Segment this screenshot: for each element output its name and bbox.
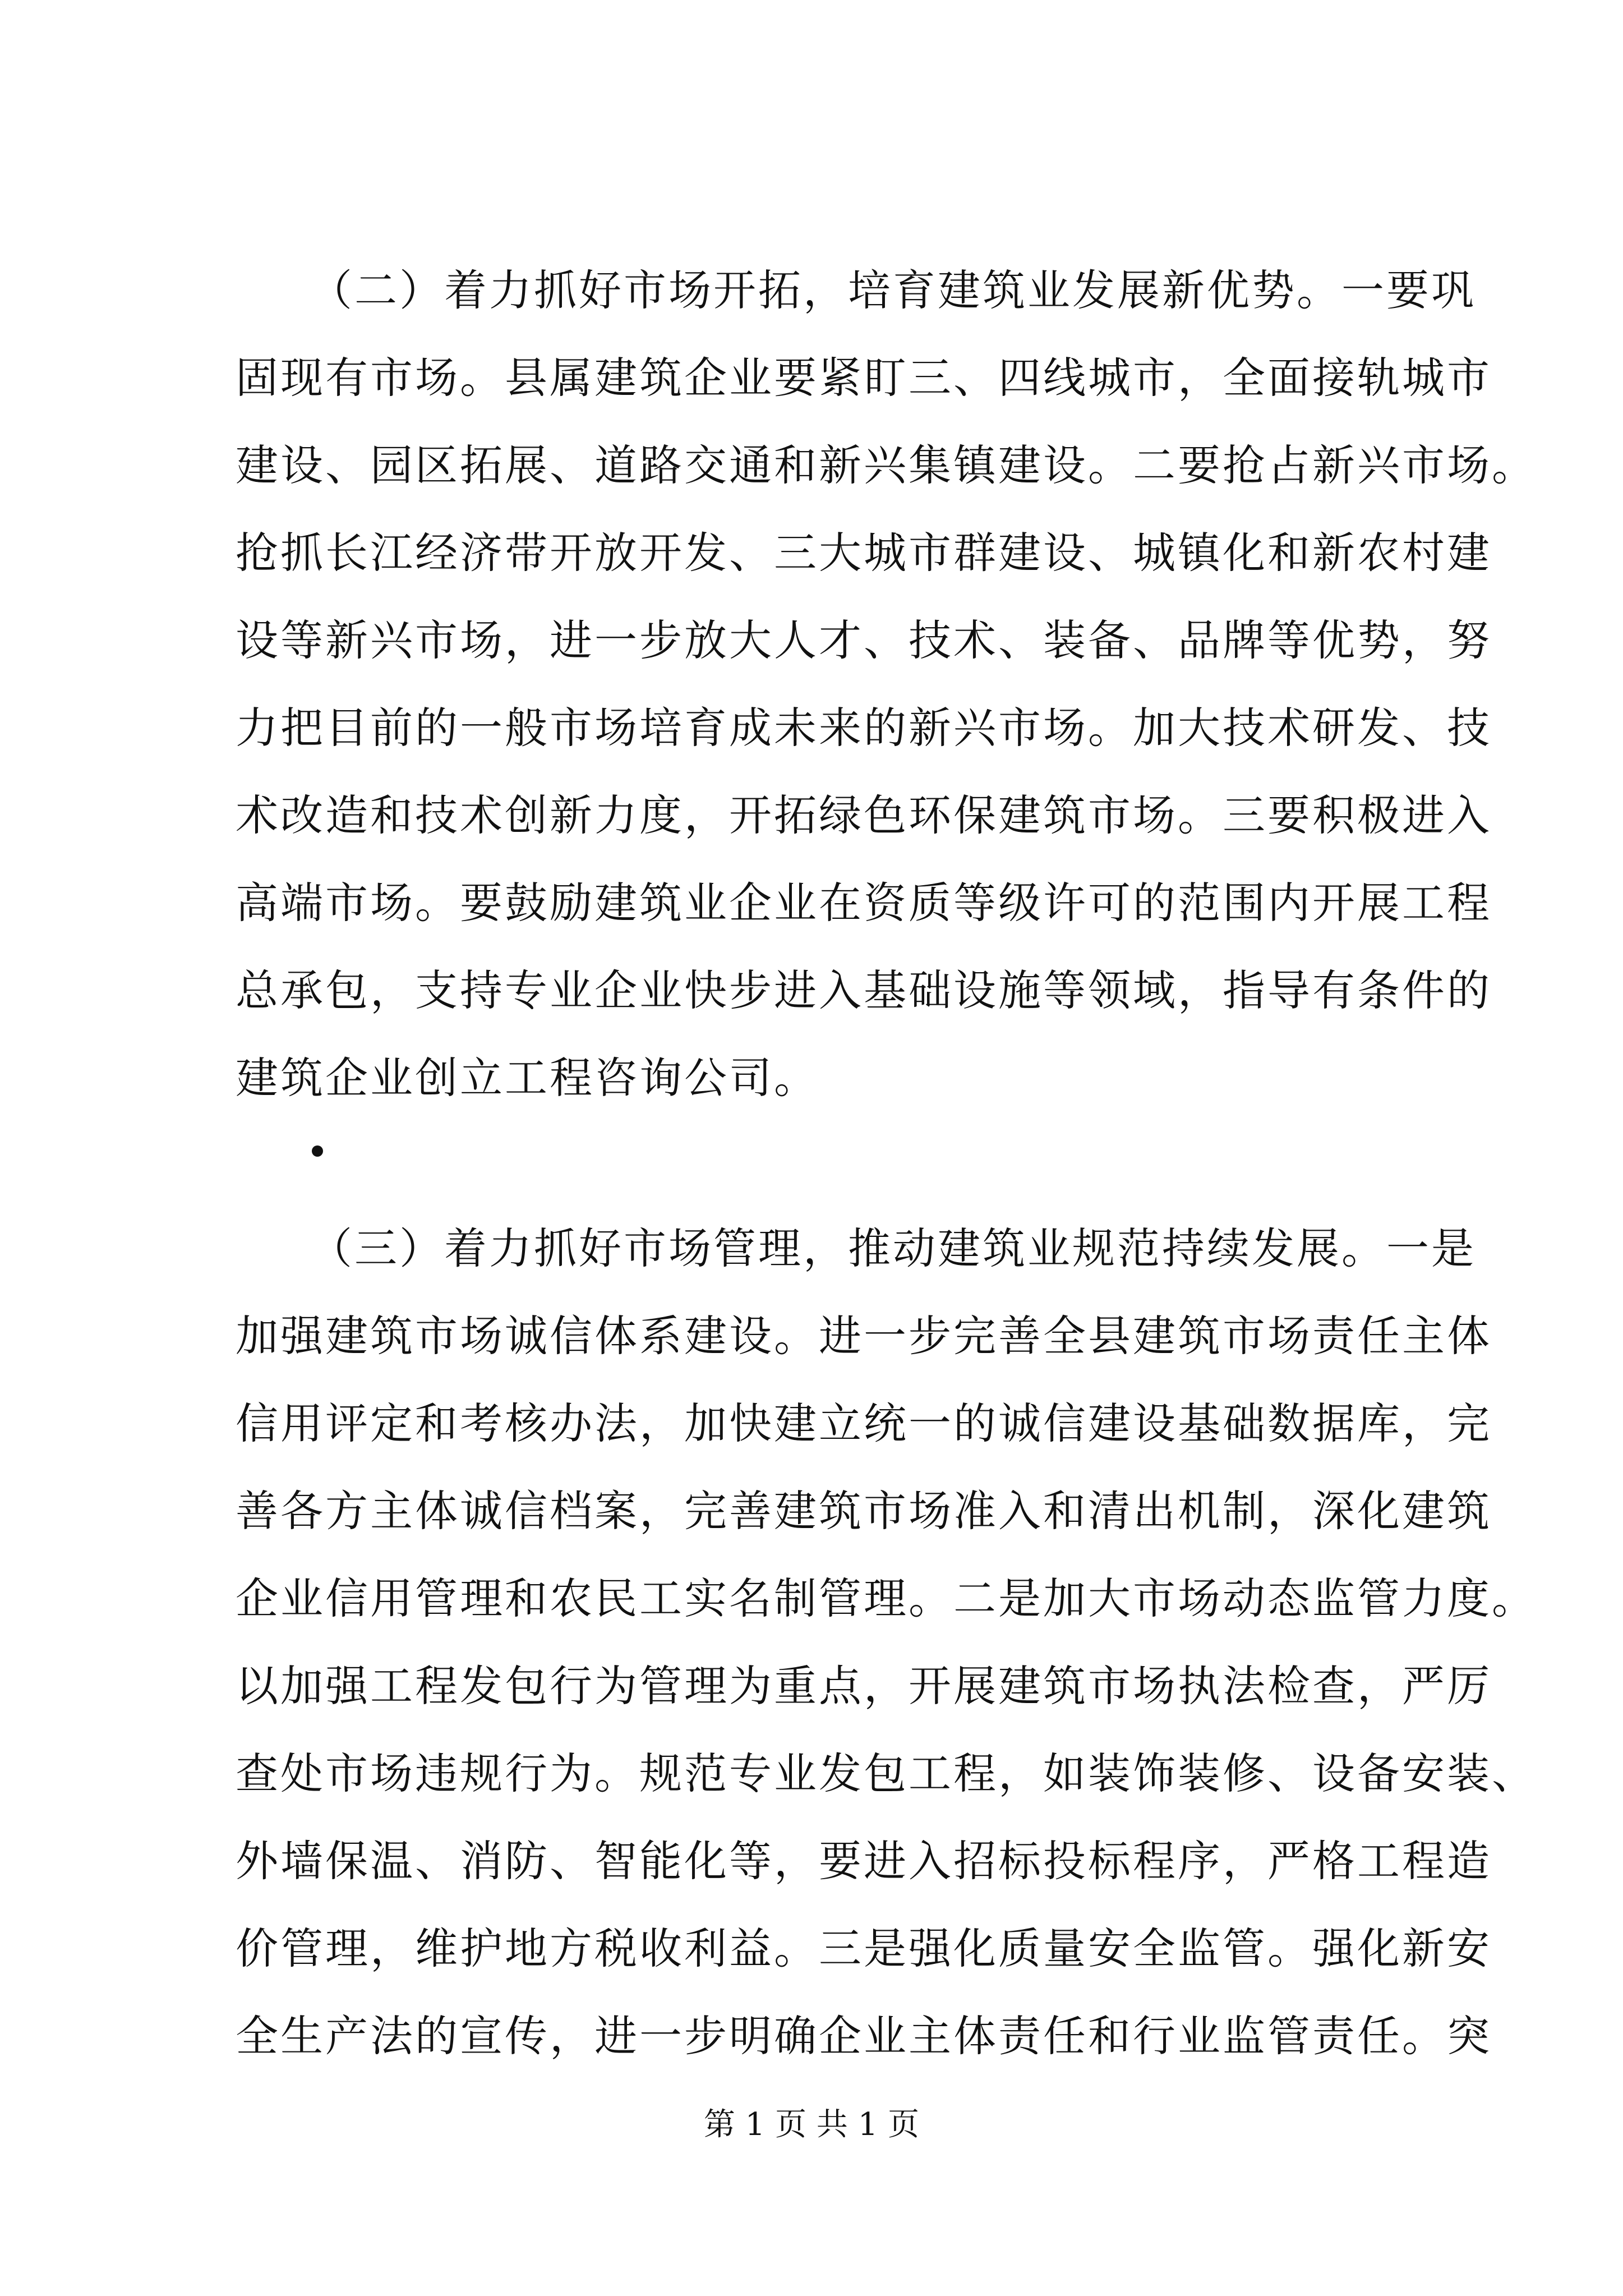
paragraph-2-line-5: 设等新兴市场，进一步放大人才、技术、装备、品牌等优势，努 [236,615,1492,665]
paragraph-2-line-4: 抢抓长江经济带开放开发、三大城市群建设、城镇化和新农村建 [236,528,1492,578]
paragraph-3-line-1: （三）着力抓好市场管理，推动建筑业规范持续发展。一是 [310,1223,1476,1273]
paragraph-2-line-1: （二）着力抓好市场开拓，培育建筑业发展新优势。一要巩 [310,265,1476,315]
paragraph-2-line-2: 固现有市场。县属建筑企业要紧盯三、四线城市，全面接轨城市 [236,353,1492,403]
paragraph-2-line-9: 总承包，支持专业企业快步进入基础设施等领域，指导有条件的 [236,965,1492,1015]
page-footer: 第 1 页 共 1 页 [703,2106,920,2143]
paragraph-3-line-10: 全生产法的宣传，进一步明确企业主体责任和行业监管责任。突 [236,2011,1492,2061]
paragraph-3-line-3: 信用评定和考核办法，加快建立统一的诚信建设基础数据库，完 [236,1398,1492,1448]
paragraph-2-line-3: 建设、园区拓展、道路交通和新兴集镇建设。二要抢占新兴市场。 [236,440,1537,490]
paragraph-3-line-7: 查处市场违规行为。规范专业发包工程，如装饰装修、设备安装、 [236,1749,1537,1798]
paragraph-2-line-8: 高端市场。要鼓励建筑业企业在资质等级许可的范围内开展工程 [236,878,1492,928]
paragraph-3-line-5: 企业信用管理和农民工实名制管理。二是加大市场动态监管力度。 [236,1573,1537,1623]
paragraph-3-line-9: 价管理，维护地方税收利益。三是强化质量安全监管。强化新安 [236,1924,1492,1973]
paragraph-3-line-6: 以加强工程发包行为管理为重点，开展建筑市场执法检查，严厉 [236,1661,1492,1711]
paragraph-3-line-2: 加强建筑市场诚信体系建设。进一步完善全县建筑市场责任主体 [236,1311,1492,1361]
bullet-dot [312,1145,323,1157]
paragraph-3-line-8: 外墙保温、消防、智能化等，要进入招标投标程序，严格工程造 [236,1836,1492,1886]
paragraph-2-line-7: 术改造和技术创新力度，开拓绿色环保建筑市场。三要积极进入 [236,790,1492,840]
paragraph-2-line-6: 力把目前的一般市场培育成未来的新兴市场。加大技术研发、技 [236,703,1492,753]
paragraph-3-line-4: 善各方主体诚信档案，完善建筑市场准入和清出机制，深化建筑 [236,1486,1492,1536]
paragraph-2-line-10: 建筑企业创立工程咨询公司。 [236,1053,819,1103]
